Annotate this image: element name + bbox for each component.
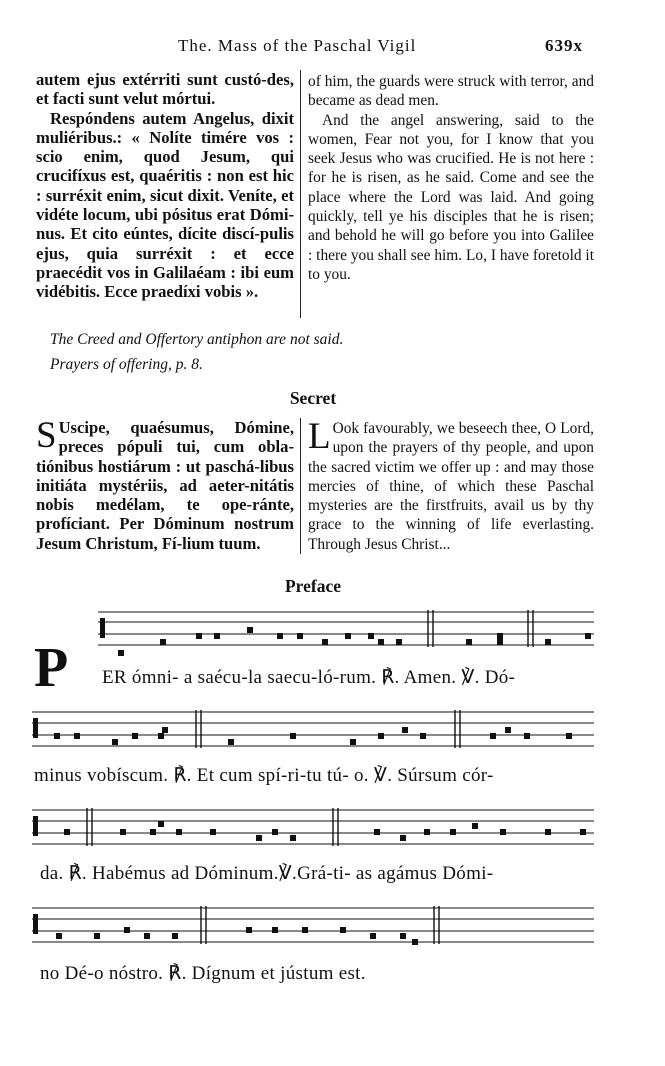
preface-lyric-line-3: da. ℟. Habémus ad Dóminum.℣.Grá-ti- as agámus Dómi- <box>40 863 494 884</box>
rubric-creed: The Creed and Offertory antiphon are not said. <box>50 331 344 348</box>
gospel-latin-p1: autem ejus extérriti sunt custó-des, et facti sunt velut mórtui. <box>36 70 294 109</box>
preface-lyric-line-1: ER ómni- a saécu-la saecu-ló-rum. ℟. Amen. ℣. Dó- <box>102 667 516 688</box>
preface-initial: P <box>34 637 69 699</box>
preface-lyric-line-2: minus vobíscum. ℟. Et cum spí-ri-tu tú- o. ℣. Súrsum cór- <box>34 765 494 786</box>
secret-latin-text: Uscipe, quaésumus, Dómine, preces pópuli tui, cum obla-tiónibus hostiárum : ut paschá-libus initiáta mystériis, ad aeter-nitátis nobis medélam, te ope-ránte, profíciant. Per Dóminum nostrum Jesum Christum, Fí-lium tuum. <box>36 418 294 553</box>
preface-lyric-line-4: no Dé-o nóstro. ℟. Dígnum et jústum est. <box>40 963 366 984</box>
rubric-prayers: Prayers of offering, p. 8. <box>50 356 203 373</box>
secret-english-text: Ook favourably, we beseech thee, O Lord, upon the prayers of thy people, and upon the sacred victim we offer up : and may those mercies of thine, of which these Paschal mysteries are the firstfruits, avail us by thy grace to the winning of life everlasting. Through Jesus Christ... <box>308 420 594 553</box>
page-number: 639x <box>545 36 583 55</box>
secret-english-initial: L <box>308 416 331 457</box>
gospel-english-p2: And the angel answering, said to the women, Fear not you, for I know that you seek Jesus who was crucified. He is not here : for he is risen, as he said. Come and see the place where the Lord was laid. And going quickly, tell ye his disciples that he is risen; and behold he will go before you into Galilee : there you shall see him. Lo, I have foretold it to you. <box>308 111 594 283</box>
secret-title: Secret <box>289 388 337 408</box>
running-title: The. Mass of the Paschal Vigil <box>178 36 417 55</box>
preface-title: Preface <box>284 576 342 596</box>
secret-latin-initial: S <box>36 415 57 456</box>
gospel-latin-p2: Respóndens autem Angelus, dixit muliéribus.: « Nolíte timére vos : scio enim, quod Jesum, qui crucifíxus est, quaéritis : non est hic : surréxit enim, sicut dixit. Veníte, et vidéte locum, ubi pósitus erat Dómi-nus. Et cito eúntes, dícite discí-pulis ejus, quia surréxit : et ecce praecédit vos in Galilaéam : ibi eum vidébitis. Ecce praedíxi vobis ». <box>36 108 294 302</box>
gospel-english-p1: of him, the guards were struck with terror, and became as dead men. <box>308 73 594 110</box>
